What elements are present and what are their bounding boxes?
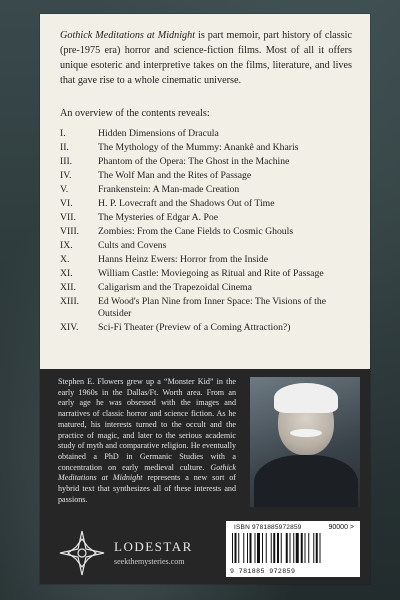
toc-title: Ed Wood's Plan Nine from Inner Space: The Visions of the Outsider <box>98 296 327 320</box>
toc-number: IX. <box>60 240 73 251</box>
toc-number: III. <box>60 156 73 167</box>
toc-number: XI. <box>60 268 73 279</box>
toc-item <box>60 212 360 224</box>
toc-title: Cults and Covens <box>98 240 167 251</box>
toc-title: Zombies: From the Cane Fields to Cosmic Ghouls <box>98 226 294 237</box>
toc-title: Frankenstein: A Man-made Creation <box>98 184 240 195</box>
toc-number: V. <box>60 184 69 195</box>
toc-title: Caligarism and the Trapezoidal Cinema <box>98 282 252 293</box>
toc-title: Hanns Heinz Ewers: Horror from the Inside <box>98 254 269 265</box>
toc-title: Phantom of the Opera: The Ghost in the Machine <box>98 156 290 167</box>
publisher-name: LODESTAR <box>114 539 193 554</box>
toc-number: VI. <box>60 198 73 209</box>
table-of-contents <box>60 128 360 336</box>
toc-item <box>60 198 360 210</box>
isbn-barcode <box>226 521 360 577</box>
intro-paragraph <box>60 28 352 88</box>
toc-item <box>60 156 360 168</box>
star-compass-icon <box>58 529 106 577</box>
toc-number: VII. <box>60 212 76 223</box>
toc-number: XIII. <box>60 296 80 307</box>
toc-number: XIV. <box>60 322 79 334</box>
toc-title: The Mythology of the Mummy: Anankê and Kharis <box>98 142 299 153</box>
toc-number: II. <box>60 142 69 153</box>
author-bio <box>58 377 236 505</box>
toc-item <box>60 170 360 182</box>
isbn-label: ISBN 9781885972859 <box>234 524 302 531</box>
text-panel <box>40 14 370 584</box>
overview-heading: An overview of the contents reveals: <box>60 108 210 119</box>
price-code: 90000 > <box>328 524 354 531</box>
toc-item <box>60 184 360 196</box>
bio-book-title: Gothick Meditations at Midnight <box>58 462 236 483</box>
toc-number: VIII. <box>60 226 80 237</box>
toc-number: IV. <box>60 170 72 181</box>
publisher-logo <box>58 529 218 577</box>
toc-item <box>60 128 360 140</box>
bio-text-before: Stephen E. Flowers grew up a “Monster Kid” in the early 1960s in the Dallas/Ft. Worth area. From an early age he was obsessed with the images and narratives of classic horror and science fiction. As he matured, his interests turned to the occult and the practice of magic, and later to the serious academic study of myth and comparative religion. He eventually obtained a PhD in Germanic Studies with a concentration on early medieval culture. <box>58 377 236 472</box>
toc-item <box>60 254 360 266</box>
bio-text-after: represents a new sort of hybrid text that synthesizes all of these interests and passions. <box>58 473 237 504</box>
toc-title: H. P. Lovecraft and the Shadows Out of Time <box>98 198 275 209</box>
author-photo <box>250 377 360 507</box>
toc-item <box>60 240 360 252</box>
barcode-bars <box>232 533 354 565</box>
toc-number: XII. <box>60 282 76 293</box>
toc-item <box>60 322 360 334</box>
toc-number: X. <box>60 254 70 265</box>
toc-item <box>60 296 360 320</box>
toc-number: I. <box>60 128 66 139</box>
toc-item <box>60 142 360 154</box>
toc-item <box>60 268 360 280</box>
intro-text: is part memoir, part history of classic (pre-1975 era) horror and science-fiction films. Most of all it offers unique esoteric and interpretive takes on the films, literature, and lives that gave rise to a whole cinematic universe. <box>60 30 352 86</box>
barcode-digits: 9 781885 972859 <box>230 568 296 575</box>
toc-title: Sci-Fi Theater (Preview of a Coming Attraction?) <box>98 322 291 334</box>
toc-title: Hidden Dimensions of Dracula <box>98 128 219 139</box>
toc-item <box>60 282 360 294</box>
toc-item <box>60 226 360 238</box>
toc-title: William Castle: Moviegoing as Ritual and Rite of Passage <box>98 268 324 279</box>
publisher-url: seekthemysteries.com <box>114 557 185 566</box>
intro-book-title: Gothick Meditations at Midnight <box>60 30 196 41</box>
author-bio-section <box>40 369 370 584</box>
toc-title: The Wolf Man and the Rites of Passage <box>98 170 252 181</box>
toc-title: The Mysteries of Edgar A. Poe <box>98 212 218 223</box>
